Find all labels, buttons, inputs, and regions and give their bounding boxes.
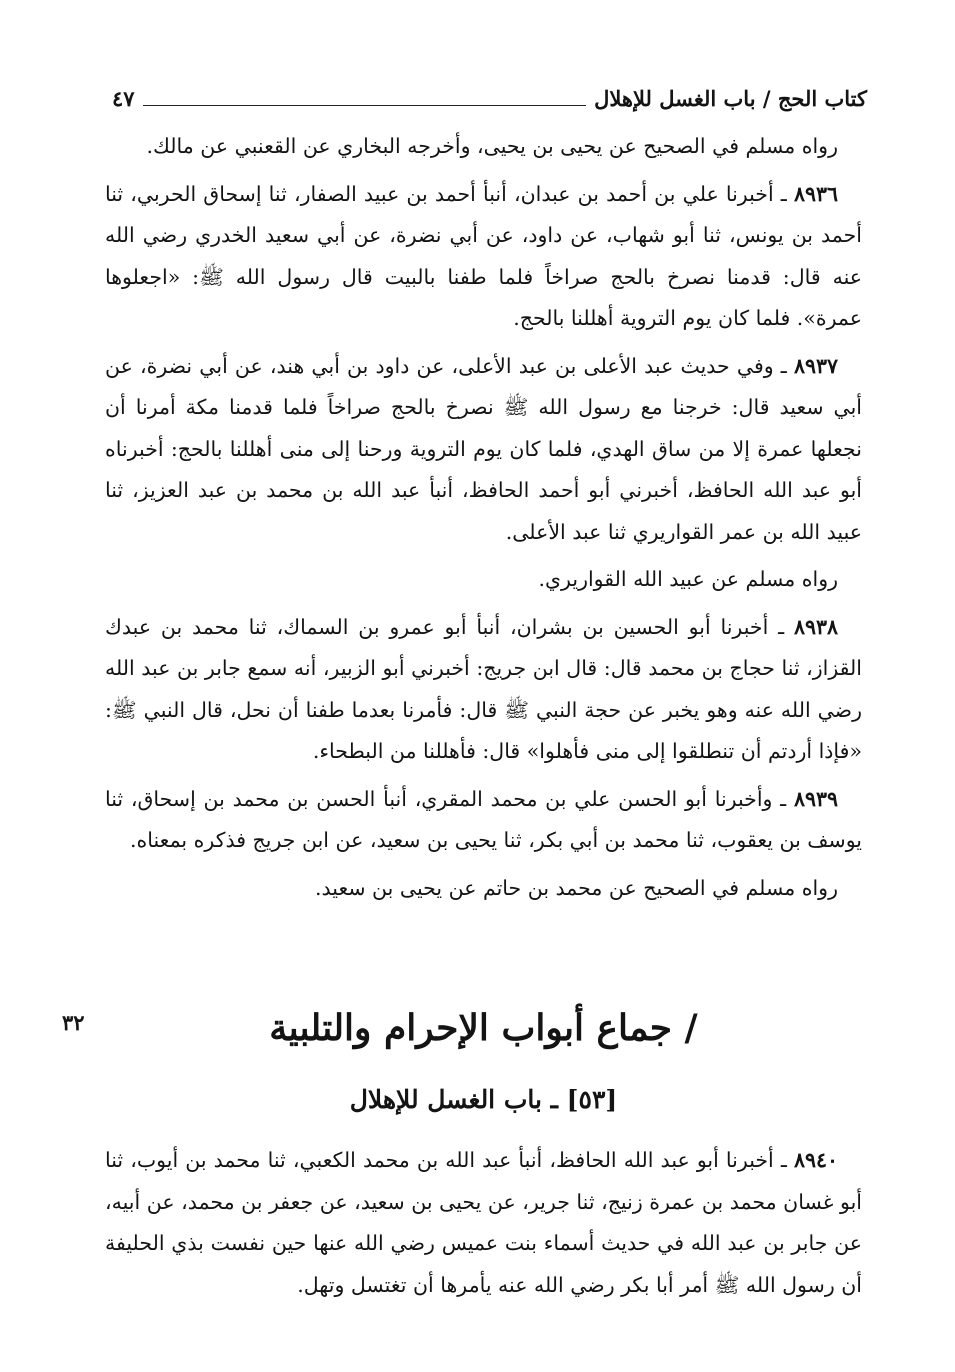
section-heading-block [105, 1000, 862, 1120]
main-text-continued [105, 1140, 862, 1312]
main-text [105, 126, 862, 915]
paragraph [105, 1140, 862, 1306]
paragraph-text: ـ أخبرنا أبو عبد الله الحافظ، أنبأ عبد الله بن محمد الكعبي، ثنا محمد بن أيوب، ثنا أبو غسان محمد بن عمرة زنيج، ثنا جرير، عن يحيى بن سعيد، عن جعفر بن محمد، عن أبيه، عن جابر بن عبد الله في حديث أسماء بنت عميس رضي الله عنها حين نفست بذي الحليفة أن رسول الله ﷺ أمر أبا بكر رضي الله عنه يأمرها أن تغتسل وتهل. [105, 1148, 862, 1297]
margin-page-reference: ٣٢ [62, 1010, 85, 1035]
running-header-title: كتاب الحج / باب الغسل للإهلال [594, 86, 867, 111]
hadith-number: ٨٩٤٠ [793, 1148, 838, 1172]
chapter-title: [٥٣] ـ باب الغسل للإهلال [349, 1085, 618, 1114]
running-header [112, 78, 867, 112]
paragraph-text: ـ أخبرنا علي بن أحمد بن عبدان، أنبأ أحمد بن عبيد الصفار، ثنا إسحاق الحربي، ثنا أحمد بن يونس، ثنا أبو شهاب، عن داود، عن أبي نضرة، عن أبي سعيد الخدري رضي الله عنه قال: قدمنا نصرخ بالحج صراخاً فلما طفنا بالبيت قال رسول الله ﷺ: «اجعلوها عمرة». فلما كان يوم التروية أهللنا بالحج. [105, 181, 862, 330]
header-rule [143, 105, 587, 106]
hadith-number: ٨٩٣٩ [793, 786, 838, 811]
hadith-number: ٨٩٣٧ [793, 353, 838, 378]
section-title: / جماع أبواب الإحرام والتلبية [269, 1007, 698, 1049]
paragraph-text: رواه مسلم في الصحيح عن يحيى بن يحيى، وأخرجه البخاري عن القعنبي عن مالك. [146, 134, 838, 158]
paragraph [105, 779, 862, 862]
paragraph [105, 868, 862, 910]
paragraph-text: رواه مسلم عن عبيد الله القواريري. [538, 567, 838, 591]
paragraph [105, 559, 862, 601]
paragraph [105, 174, 862, 340]
paragraph-text: ـ أخبرنا أبو الحسين بن بشران، أنبأ أبو عمرو بن السماك، ثنا محمد بن عبدك القزاز، ثنا حجاج بن محمد قال: قال ابن جريج: أخبرني أبو الزبير، أنه سمع جابر بن عبد الله رضي الله عنه وهو يخبر عن حجة النبي ﷺ قال: فأمرنا بعدما طفنا أن نحل، قال النبي ﷺ: «فإذا أردتم أن تنطلقوا إلى منى فأهلوا» قال: فأهللنا من البطحاء. [105, 614, 862, 763]
paragraph-text: ـ وفي حديث عبد الأعلى بن عبد الأعلى، عن داود بن أبي هند، عن أبي نضرة، عن أبي سعيد قال: خرجنا مع رسول الله ﷺ نصرخ بالحج صراخاً فلما قدمنا مكة أمرنا أن نجعلها عمرة إلا من ساق الهدي، فلما كان يوم التروية ورحنا إلى منى أهللنا بالحج: أخبرناه أبو عبد الله الحافظ، أخبرني أبو أحمد الحافظ، أنبأ عبد الله بن محمد بن عبد العزيز، ثنا عبيد الله بن عمر القواريري ثنا عبد الأعلى. [105, 353, 862, 544]
hadith-number: ٨٩٣٦ [793, 181, 838, 206]
page-number: ٤٧ [112, 86, 135, 111]
paragraph [105, 607, 862, 773]
paragraph [105, 126, 862, 168]
paragraph [105, 346, 862, 554]
paragraph-text: رواه مسلم في الصحيح عن محمد بن حاتم عن يحيى بن سعيد. [314, 875, 838, 900]
hadith-number: ٨٩٣٨ [793, 614, 838, 639]
paragraph-text: ـ وأخبرنا أبو الحسن علي بن محمد المقري، أنبأ الحسن بن محمد بن إسحاق، ثنا يوسف بن يعقوب، ثنا محمد بن أبي بكر، ثنا يحيى بن سعيد، عن ابن جريج فذكره بمعناه. [105, 786, 862, 852]
